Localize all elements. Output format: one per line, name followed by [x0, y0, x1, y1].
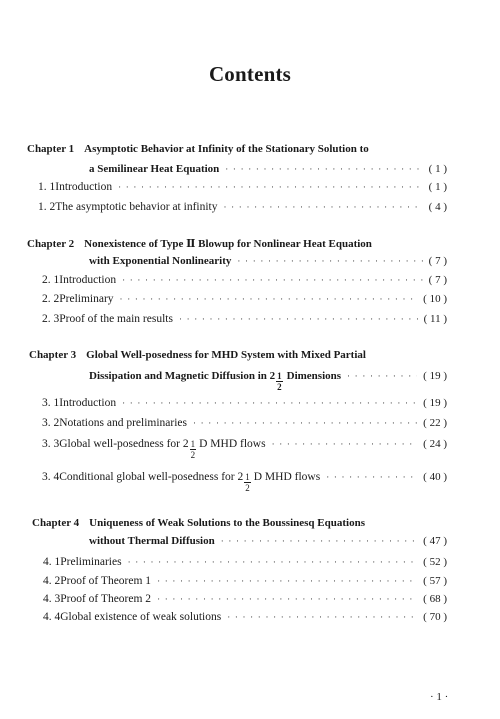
fraction-numerator: 1 [245, 472, 250, 482]
chapter-4-title-line2: without Thermal Diffusion [89, 535, 215, 547]
chapter-2-heading-cont[interactable] [89, 255, 447, 267]
chapter-2-page: ( 7 ) [428, 255, 447, 267]
section-page: ( 10 ) [423, 293, 447, 305]
toc-entry-4-3[interactable] [43, 593, 447, 605]
section-page: ( 24 ) [423, 438, 447, 450]
section-title-pre: Global well-posedness for 2 [59, 438, 189, 450]
chapter-4-title-line1: Uniqueness of Weak Solutions to the Boussinesq Equations [89, 517, 365, 529]
chapter-2-title-line2: with Exponential Nonlinearity [89, 255, 232, 267]
toc-entry-3-2[interactable] [42, 417, 447, 429]
toc-entry-1-2[interactable] [38, 201, 447, 213]
section-number: 3. 3 [42, 438, 60, 450]
fraction-denominator: 2 [245, 483, 250, 493]
toc-entry-2-2[interactable] [42, 293, 447, 305]
section-title: Proof of the main results [59, 313, 173, 325]
section-title: Proof of Theorem 1 [60, 575, 152, 587]
section-title: The asymptotic behavior at infinity [55, 201, 218, 213]
section-title: Introduction [55, 181, 113, 193]
section-title-post: D MHD flows [253, 471, 321, 483]
dot-leader [157, 594, 417, 604]
chapter-1-heading-cont[interactable] [89, 163, 447, 175]
section-page: ( 11 ) [423, 313, 447, 325]
section-number: 3. 2 [42, 417, 60, 429]
dot-leader [326, 472, 417, 482]
section-page: ( 57 ) [423, 575, 447, 587]
section-title: Preliminaries [60, 556, 122, 568]
dot-leader [221, 536, 417, 546]
chapter-3-title-line2-pre: Dissipation and Magnetic Diffusion in 2 [89, 370, 276, 382]
dot-leader [237, 256, 422, 266]
section-title-post: D MHD flows [199, 438, 266, 450]
dot-leader [122, 398, 417, 408]
dot-leader [122, 275, 423, 285]
chapter-1-heading[interactable] [27, 143, 369, 155]
section-title: Preliminary [59, 293, 114, 305]
section-number: 2. 3 [42, 313, 60, 325]
chapter-1-title-line2: a Semilinear Heat Equation [89, 163, 220, 175]
dot-leader [347, 371, 417, 381]
one-half-fraction [276, 371, 283, 392]
chapter-4-page: ( 47 ) [423, 535, 447, 547]
chapter-3-title-line2-post: Dimensions [286, 370, 342, 382]
toc-entry-2-3[interactable] [42, 313, 447, 325]
chapter-2-heading[interactable] [27, 237, 372, 250]
page-title: Contents [208, 62, 292, 86]
chapter-4-label: Chapter 4 [32, 517, 80, 529]
chapter-1-title-line1: Asymptotic Behavior at Infinity of the Stationary Solution to [84, 143, 369, 155]
chapter-2-title-line1: Nonexistence of Type Ⅱ Blowup for Nonlinear Heat Equation [84, 238, 372, 250]
dot-leader [157, 576, 417, 586]
fraction-denominator: 2 [190, 450, 196, 460]
chapter-1-label: Chapter 1 [27, 143, 75, 155]
section-number: 1. 1 [38, 181, 56, 193]
section-number: 4. 2 [43, 575, 61, 587]
toc-entry-3-3[interactable] [42, 438, 447, 460]
section-number: 2. 2 [42, 293, 60, 305]
toc-entry-4-4[interactable] [43, 611, 447, 623]
dot-leader [193, 418, 417, 428]
section-page: ( 22 ) [423, 417, 447, 429]
dot-leader [118, 182, 423, 192]
chapter-1-page: ( 1 ) [428, 163, 447, 175]
section-page: ( 19 ) [423, 397, 447, 409]
section-title: Introduction [59, 274, 117, 286]
chapter-3-heading[interactable] [29, 349, 366, 361]
section-number: 2. 1 [42, 274, 60, 286]
toc-entry-2-1[interactable] [42, 274, 447, 286]
section-title: Global existence of weak solutions [60, 611, 222, 623]
chapter-4-heading[interactable] [32, 517, 365, 529]
chapter-3-title-line1: Global Well-posedness for MHD System with Mixed Partial [86, 349, 366, 361]
toc-entry-1-1[interactable] [38, 181, 447, 193]
dot-leader [227, 612, 417, 622]
section-page: ( 52 ) [423, 556, 447, 568]
section-page: ( 7 ) [428, 274, 447, 286]
dot-leader [179, 314, 418, 324]
dot-leader [224, 202, 423, 212]
fraction-denominator: 2 [277, 382, 282, 392]
chapter-3-heading-cont[interactable] [89, 370, 447, 392]
toc-entry-3-4[interactable] [42, 471, 447, 493]
section-title: Proof of Theorem 2 [60, 593, 152, 605]
toc-entry-4-2[interactable] [43, 575, 447, 587]
one-half-fraction [244, 472, 251, 493]
chapter-3-label: Chapter 3 [29, 349, 77, 361]
section-page: ( 40 ) [423, 471, 447, 483]
chapter-2-label: Chapter 2 [27, 238, 75, 250]
dot-leader [272, 439, 418, 449]
section-number: 4. 4 [43, 611, 61, 623]
section-page: ( 4 ) [428, 201, 447, 213]
toc-entry-3-1[interactable] [42, 397, 447, 409]
section-number: 3. 4 [42, 471, 60, 483]
fraction-numerator: 1 [190, 439, 196, 449]
section-number: 4. 1 [43, 556, 61, 568]
section-page: ( 68 ) [423, 593, 447, 605]
dot-leader [120, 294, 418, 304]
one-half-fraction [190, 439, 197, 460]
section-title: Notations and preliminaries [59, 417, 187, 429]
section-number: 3. 1 [42, 397, 60, 409]
fraction-numerator: 1 [277, 371, 282, 381]
chapter-3-page: ( 19 ) [423, 370, 447, 382]
section-page: ( 70 ) [423, 611, 447, 623]
dot-leader [225, 164, 422, 174]
page-number-footer: · 1 · [430, 691, 449, 703]
section-number: 1. 2 [38, 201, 56, 213]
section-number: 4. 3 [43, 593, 61, 605]
toc-entry-4-1[interactable] [43, 556, 447, 568]
section-title: Introduction [59, 397, 117, 409]
section-title-pre: Conditional global well-posedness for 2 [59, 471, 244, 483]
section-page: ( 1 ) [428, 181, 447, 193]
chapter-4-heading-cont[interactable] [89, 535, 447, 547]
dot-leader [128, 557, 418, 567]
